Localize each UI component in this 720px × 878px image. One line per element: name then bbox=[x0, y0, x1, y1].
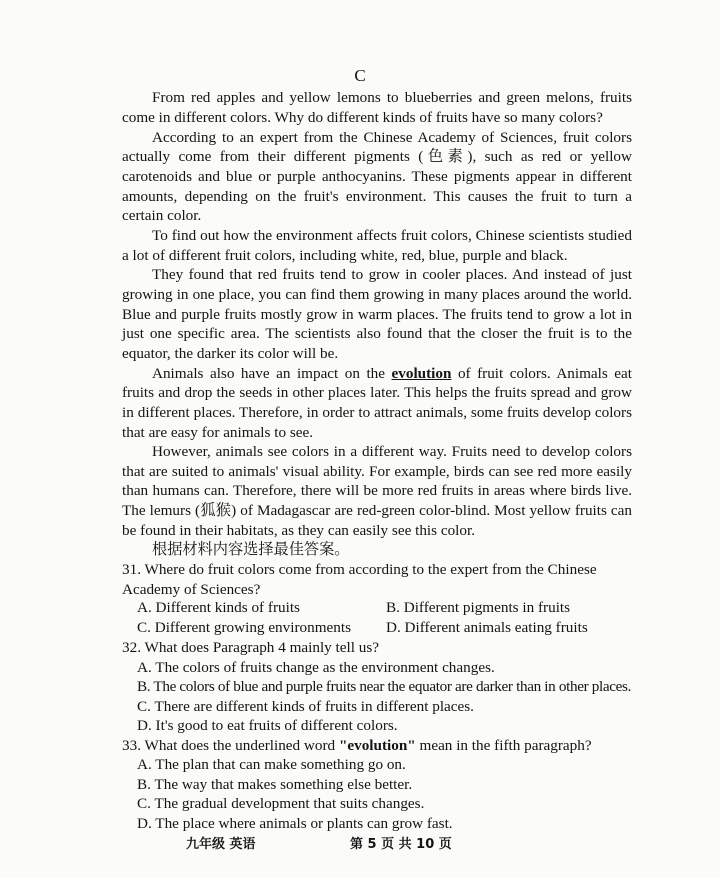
question-text: 33. What does the underlined word bbox=[122, 737, 339, 754]
passage-line: growing in one place, you can find them growing in many places around the world. bbox=[122, 286, 632, 303]
passage-line: However, animals see colors in a different way. Fruits need to develop colors bbox=[152, 443, 632, 460]
passage-text: of fruit colors. Animals eat bbox=[451, 365, 632, 382]
q32-option-d[interactable]: D. It's good to eat fruits of different colors. bbox=[137, 717, 398, 734]
q31-option-c[interactable]: C. Different growing environments bbox=[137, 619, 351, 636]
passage-line: a lot of different fruit colors, including white, red, blue, purple and black. bbox=[122, 247, 568, 264]
question-32-stem: 32. What does Paragraph 4 mainly tell us? bbox=[122, 639, 380, 656]
question-31-stem: 31. Where do fruit colors come from according to the expert from the Chinese bbox=[122, 561, 597, 578]
q31-option-a[interactable]: A. Different kinds of fruits bbox=[137, 599, 300, 616]
passage-line: carotenoids and blue or purple anthocyanins. These pigments appear in different bbox=[122, 168, 632, 185]
footer-grade-subject: 九年级 英语 bbox=[186, 837, 256, 852]
passage-line: be found in their habitats, as they can easily see this color. bbox=[122, 522, 476, 539]
q33-option-b[interactable]: B. The way that makes something else better. bbox=[137, 776, 413, 793]
section-title: C bbox=[354, 66, 366, 85]
passage-line: that are suited to animals' visual ability. For example, birds can see red more easily bbox=[122, 463, 632, 480]
question-31-stem: Academy of Sciences? bbox=[122, 581, 261, 598]
passage-line: come in different colors. Why do different kinds of fruits have so many colors? bbox=[122, 109, 603, 126]
passage-line: From red apples and yellow lemons to blueberries and green melons, fruits bbox=[152, 89, 632, 106]
passage-line bbox=[152, 364, 632, 384]
q32-option-a[interactable]: A. The colors of fruits change as the environment changes. bbox=[137, 659, 495, 676]
passage-line: actually come from their different pigments (色素), such as red or yellow bbox=[122, 148, 632, 165]
passage-line: just one specific area. The scientists also found that the closer the fruit is to the bbox=[122, 325, 632, 342]
passage-line: than humans can. Therefore, there will be more red fruits in areas where birds live. bbox=[122, 482, 632, 499]
passage-line: Blue and purple fruits mostly grow in warm places. The fruits tend to grow a lot in bbox=[122, 306, 632, 323]
passage-line: fruits and drop the seeds in other places later. This helps the fruits spread and grow bbox=[122, 384, 632, 401]
passage-text: Animals also have an impact on the bbox=[152, 365, 392, 382]
footer-page-info: 第 5 页 共 10 页 bbox=[350, 837, 452, 852]
passage-line: They found that red fruits tend to grow in cooler places. And instead of just bbox=[152, 266, 632, 283]
q31-option-d[interactable]: D. Different animals eating fruits bbox=[386, 619, 588, 636]
passage-line: To find out how the environment affects fruit colors, Chinese scientists studied bbox=[152, 227, 632, 244]
passage-line: equator, the darker its color will be. bbox=[122, 345, 339, 362]
passage-line: The lemurs (狐猴) of Madagascar are red-green color-blind. Most yellow fruits can bbox=[122, 502, 632, 519]
passage-line: in different places. Therefore, in order to attract animals, some fruits develop colors bbox=[122, 404, 632, 421]
instruction: 根据材料内容选择最佳答案。 bbox=[152, 541, 350, 558]
q32-option-c[interactable]: C. There are different kinds of fruits in different places. bbox=[137, 698, 474, 715]
question-33-stem bbox=[122, 736, 632, 756]
question-text: mean in the fifth paragraph? bbox=[415, 737, 592, 754]
passage-line: According to an expert from the Chinese Academy of Sciences, fruit colors bbox=[152, 129, 632, 146]
q32-option-b[interactable]: B. The colors of blue and purple fruits near the equator are darker than in other places. bbox=[137, 678, 632, 695]
underlined-word-evolution: evolution bbox=[391, 365, 452, 382]
passage-line: amounts, depending on the fruit's environment. This causes the fruit to turn a bbox=[122, 188, 632, 205]
q31-option-b[interactable]: B. Different pigments in fruits bbox=[386, 599, 571, 616]
quoted-word-evolution: "evolution" bbox=[338, 737, 416, 754]
passage-line: certain color. bbox=[122, 207, 202, 224]
q33-option-a[interactable]: A. The plan that can make something go on. bbox=[137, 756, 406, 773]
q33-option-d[interactable]: D. The place where animals or plants can grow fast. bbox=[137, 815, 453, 832]
q33-option-c[interactable]: C. The gradual development that suits changes. bbox=[137, 795, 425, 812]
passage-line: that are easy for animals to see. bbox=[122, 424, 314, 441]
